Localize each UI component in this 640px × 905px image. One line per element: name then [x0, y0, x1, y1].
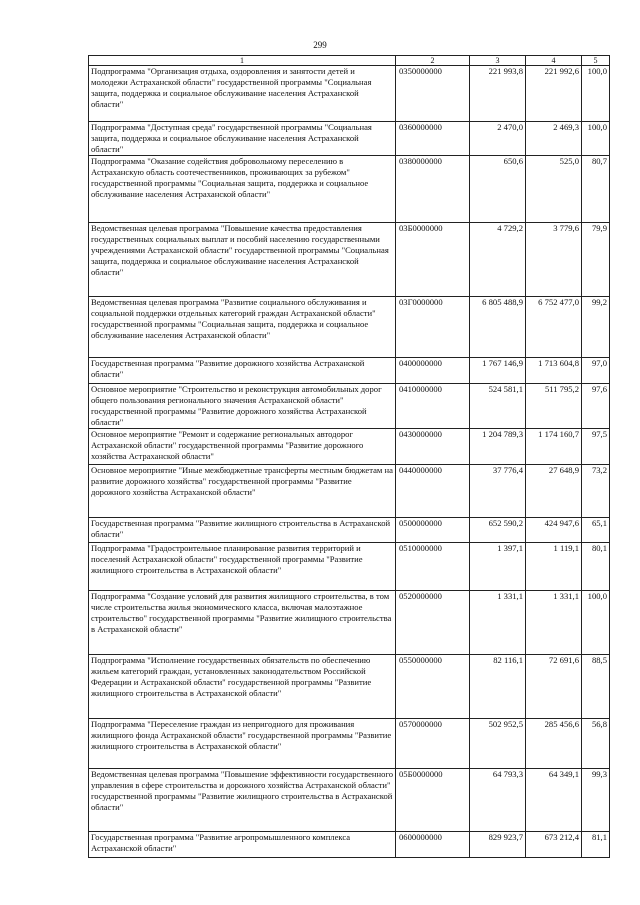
row-name-cell: Ведомственная целевая программа "Повышение эффективности государственного управления в сфере строительства и дорожного хозяйства Астраханской области" государственной программы "Развитие жилищного строительства в Астраханской области": [89, 769, 396, 832]
header-cell-5: 5: [582, 56, 610, 66]
table-row: [89, 297, 610, 358]
row-name-cell: Государственная программа "Развитие агропромышленного комплекса Астраханской области": [89, 832, 396, 858]
budget-execution-table: [88, 55, 610, 858]
row-code-cell: 0410000000: [396, 384, 470, 429]
row-plan-cell: 1 397,1: [470, 543, 526, 591]
table-row: [89, 156, 610, 223]
row-name-cell: Ведомственная целевая программа "Развитие социального обслуживания и социальной поддержки отдельных категорий граждан Астраханской области" государственной программы "Социальная защита, поддержка и социальное обслуживание населения Астраханской области": [89, 297, 396, 358]
row-code-cell: 0550000000: [396, 655, 470, 719]
table-row: [89, 66, 610, 122]
table-row: [89, 832, 610, 858]
row-plan-cell: 652 590,2: [470, 518, 526, 543]
page-number: 299: [313, 40, 327, 50]
row-code-cell: 0510000000: [396, 543, 470, 591]
row-code-cell: 03Г0000000: [396, 297, 470, 358]
row-plan-cell: 64 793,3: [470, 769, 526, 832]
row-name-cell: Подпрограмма "Переселение граждан из непригодного для проживания жилищного фонда Астраханской области" государственной программы "Развитие жилищного строительства в Астраханской области": [89, 719, 396, 769]
row-percent-cell: 56,8: [582, 719, 610, 769]
row-plan-cell: 1 204 789,3: [470, 429, 526, 465]
row-fact-cell: 1 174 160,7: [526, 429, 582, 465]
row-code-cell: 03Б0000000: [396, 223, 470, 297]
row-code-cell: 0500000000: [396, 518, 470, 543]
row-percent-cell: 80,1: [582, 543, 610, 591]
row-fact-cell: 673 212,4: [526, 832, 582, 858]
row-name-cell: Государственная программа "Развитие жилищного строительства в Астраханской области": [89, 518, 396, 543]
row-code-cell: 0360000000: [396, 122, 470, 156]
table-row: [89, 429, 610, 465]
row-code-cell: 0570000000: [396, 719, 470, 769]
header-cell-1: 1: [89, 56, 396, 66]
table-row: [89, 384, 610, 429]
row-fact-cell: 285 456,6: [526, 719, 582, 769]
table-row: [89, 543, 610, 591]
row-percent-cell: 100,0: [582, 122, 610, 156]
row-percent-cell: 97,6: [582, 384, 610, 429]
row-name-cell: Подпрограмма "Исполнение государственных обязательств по обеспечению жильем категорий граждан, установленных законодательством Российской Федерации и Астраханской области" государственной программы "Развитие жилищного строительства в Астраханской области": [89, 655, 396, 719]
row-plan-cell: 82 116,1: [470, 655, 526, 719]
row-plan-cell: 502 952,5: [470, 719, 526, 769]
row-percent-cell: 79,9: [582, 223, 610, 297]
row-plan-cell: 829 923,7: [470, 832, 526, 858]
table-row: [89, 591, 610, 655]
row-percent-cell: 73,2: [582, 465, 610, 518]
row-plan-cell: 524 581,1: [470, 384, 526, 429]
row-fact-cell: 1 713 604,8: [526, 358, 582, 384]
row-percent-cell: 100,0: [582, 591, 610, 655]
row-plan-cell: 1 767 146,9: [470, 358, 526, 384]
row-name-cell: Основное мероприятие "Ремонт и содержание региональных автодорог Астраханской области" государственной программы "Развитие дорожного хозяйства Астраханской области": [89, 429, 396, 465]
table-row: [89, 655, 610, 719]
row-code-cell: 0440000000: [396, 465, 470, 518]
row-plan-cell: 6 805 488,9: [470, 297, 526, 358]
row-plan-cell: 4 729,2: [470, 223, 526, 297]
table-row: [89, 465, 610, 518]
row-code-cell: 05Б0000000: [396, 769, 470, 832]
row-percent-cell: 88,5: [582, 655, 610, 719]
row-fact-cell: 525,0: [526, 156, 582, 223]
row-code-cell: 0350000000: [396, 66, 470, 122]
row-code-cell: 0400000000: [396, 358, 470, 384]
header-cell-2: 2: [396, 56, 470, 66]
row-code-cell: 0520000000: [396, 591, 470, 655]
row-name-cell: Ведомственная целевая программа "Повышение качества предоставления государственных социальных выплат и пособий населению государственными учреждениями Астраханской области" государственной программы "Социальная защита, поддержка и социальное обслуживание населения Астраханской области": [89, 223, 396, 297]
row-percent-cell: 99,2: [582, 297, 610, 358]
header-cell-4: 4: [526, 56, 582, 66]
row-name-cell: Государственная программа "Развитие дорожного хозяйства Астраханской области": [89, 358, 396, 384]
row-fact-cell: 1 119,1: [526, 543, 582, 591]
row-name-cell: Подпрограмма "Оказание содействия добровольному переселению в Астраханскую область соотечественников, проживающих за рубежом" государственной программы "Социальная защита, поддержка и социальное обслуживание населения Астраханской области": [89, 156, 396, 223]
table-row: [89, 769, 610, 832]
row-name-cell: Подпрограмма "Доступная среда" государственной программы "Социальная защита, поддержка и социальное обслуживание населения Астраханской области": [89, 122, 396, 156]
row-percent-cell: 81,1: [582, 832, 610, 858]
row-percent-cell: 97,5: [582, 429, 610, 465]
table-row: [89, 518, 610, 543]
row-fact-cell: 2 469,3: [526, 122, 582, 156]
row-fact-cell: 64 349,1: [526, 769, 582, 832]
row-name-cell: Подпрограмма "Градостроительное планирование развития территорий и поселений Астраханской области" государственной программы "Развитие жилищного строительства в Астраханской области": [89, 543, 396, 591]
row-name-cell: Подпрограмма "Создание условий для развития жилищного строительства, в том числе строительства жилья экономического класса, включая малоэтажное строительство" государственной программы "Развитие жилищного строительства в Астраханской области": [89, 591, 396, 655]
row-plan-cell: 221 993,8: [470, 66, 526, 122]
row-name-cell: Основное мероприятие "Иные межбюджетные трансферты местным бюджетам на развитие дорожного хозяйства" государственной программы "Развитие дорожного хозяйства Астраханской области": [89, 465, 396, 518]
table-row: [89, 358, 610, 384]
row-percent-cell: 100,0: [582, 66, 610, 122]
table-row: [89, 122, 610, 156]
table-header-row: [89, 56, 610, 66]
row-fact-cell: 3 779,6: [526, 223, 582, 297]
row-fact-cell: 6 752 477,0: [526, 297, 582, 358]
header-cell-3: 3: [470, 56, 526, 66]
row-name-cell: Подпрограмма "Организация отдыха, оздоровления и занятости детей и молодежи Астраханской области" государственной программы "Социальная защита, поддержка и социальное обслуживание населения Астраханской области": [89, 66, 396, 122]
row-percent-cell: 99,3: [582, 769, 610, 832]
row-fact-cell: 511 795,2: [526, 384, 582, 429]
row-percent-cell: 97,0: [582, 358, 610, 384]
row-plan-cell: 1 331,1: [470, 591, 526, 655]
row-code-cell: 0430000000: [396, 429, 470, 465]
row-fact-cell: 72 691,6: [526, 655, 582, 719]
row-plan-cell: 37 776,4: [470, 465, 526, 518]
row-fact-cell: 424 947,6: [526, 518, 582, 543]
row-percent-cell: 65,1: [582, 518, 610, 543]
row-fact-cell: 1 331,1: [526, 591, 582, 655]
row-name-cell: Основное мероприятие "Строительство и реконструкция автомобильных дорог общего пользования регионального значения Астраханской области" государственной программы "Развитие дорожного хозяйства Астраханской области": [89, 384, 396, 429]
row-code-cell: 0380000000: [396, 156, 470, 223]
row-plan-cell: 650,6: [470, 156, 526, 223]
row-fact-cell: 221 992,6: [526, 66, 582, 122]
row-plan-cell: 2 470,0: [470, 122, 526, 156]
row-fact-cell: 27 648,9: [526, 465, 582, 518]
table-row: [89, 223, 610, 297]
row-code-cell: 0600000000: [396, 832, 470, 858]
table-row: [89, 719, 610, 769]
row-percent-cell: 80,7: [582, 156, 610, 223]
